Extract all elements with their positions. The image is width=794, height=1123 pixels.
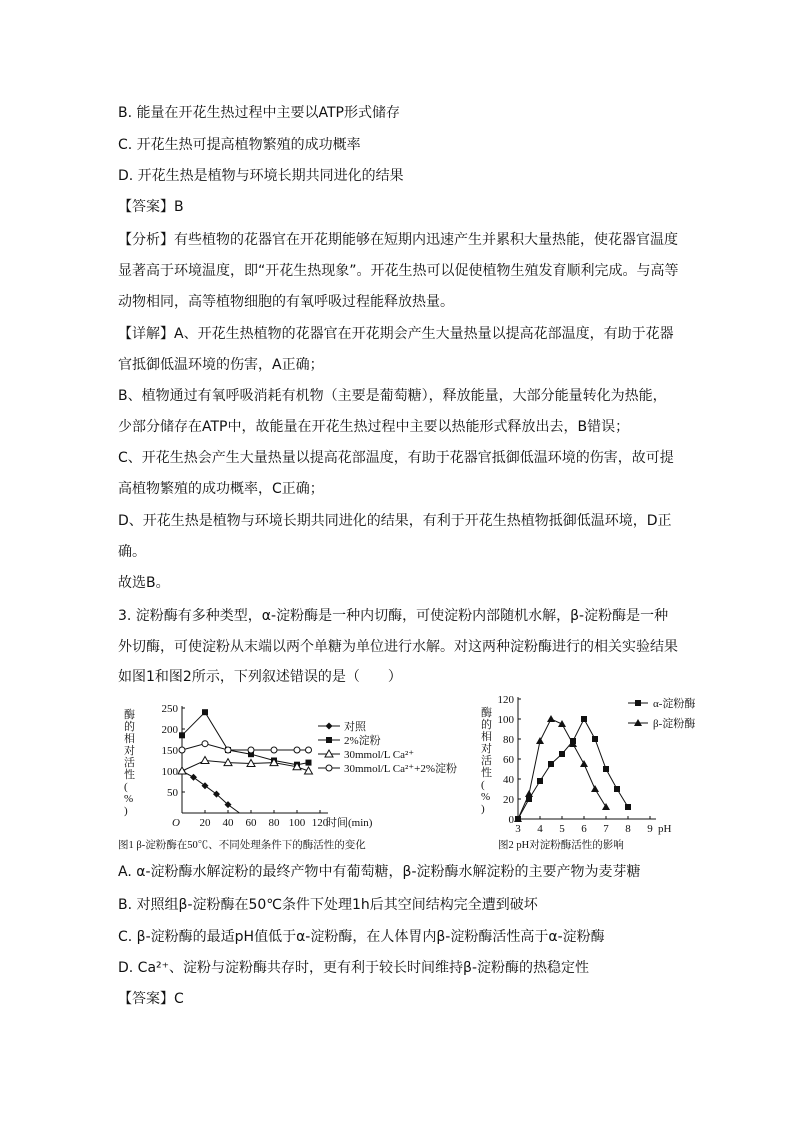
- text-line: 少部分储存在ATP中，故能量在开花生热过程中主要以热能形式释放出去，B错误；: [118, 419, 630, 435]
- option-b: B. 对照组β-淀粉酶在50℃条件下处理1h后其空间结构完全遭到破坏: [118, 897, 538, 913]
- data-point: [179, 732, 185, 738]
- y-tick-label: 100: [497, 714, 514, 726]
- figure-2-chart: [478, 688, 714, 858]
- data-point: [581, 716, 587, 722]
- y-tick-label: 40: [503, 774, 514, 786]
- y-label-char: 相: [124, 733, 135, 745]
- series-0: [515, 716, 631, 822]
- legend-marker: [326, 765, 332, 771]
- x-tick-label: 9: [647, 823, 653, 835]
- data-point: [592, 736, 598, 742]
- text-line: D、开花生热是植物与环境长期共同进化的结果，有利于开花生热植物抵御低温环境，D正: [118, 513, 672, 529]
- text-line: 【分析】有些植物的花器官在开花期能够在短期内迅速产生并累积大量热能，使花器官温度: [118, 232, 678, 248]
- x-tick-label: 80: [268, 817, 280, 829]
- chart-title: 图1 β-淀粉酶在50℃、不同处理条件下的酶活性的变化: [118, 840, 366, 851]
- data-point: [603, 766, 609, 772]
- series-line: [182, 712, 309, 765]
- text-line: B、植物通过有氧呼吸消耗有机物（主要是葡萄糖），释放能量，大部分能量转化为热能，: [118, 388, 667, 404]
- data-point: [580, 760, 588, 767]
- legend-marker: [326, 723, 333, 730]
- y-tick-label: 100: [161, 766, 178, 778]
- x-tick-label: 5: [559, 823, 565, 835]
- text-line: 显著高于环境温度，即“开花生热现象”。开花生热可以促使植物生殖发育顺利完成。与高等: [118, 263, 679, 279]
- text-line: C. 开花生热可提高植物繁殖的成功概率: [118, 137, 361, 153]
- y-tick-label: 250: [161, 703, 178, 715]
- text-line: 3. 淀粉酶有多种类型，α-淀粉酶是一种内切酶，可使淀粉内部随机水解，β-淀粉酶是一种: [118, 608, 669, 624]
- y-label-char: 性: [124, 769, 135, 781]
- legend-marker: [326, 737, 332, 743]
- x-tick-label: 7: [603, 823, 609, 835]
- data-point: [547, 715, 555, 722]
- series-0: [179, 768, 240, 814]
- text-line: 官抵御低温环境的伤害，A正确；: [118, 357, 324, 373]
- series-2: [178, 757, 313, 775]
- legend-label: 30mmol/L Ca²⁺: [344, 749, 415, 761]
- legend: [628, 696, 695, 730]
- y-label-char: 对: [481, 743, 492, 755]
- y-label-char: 的: [124, 721, 135, 733]
- data-point: [558, 720, 566, 727]
- y-label-char: 相: [481, 731, 492, 743]
- x-tick-label: 20: [199, 817, 211, 829]
- data-point: [271, 747, 277, 753]
- x-tick-label: 4: [537, 823, 543, 835]
- y-tick-label: 50: [167, 787, 178, 799]
- data-point: [614, 786, 620, 792]
- text-line: 如图1和图2所示，下列叙述错误的是（ ）: [118, 669, 402, 685]
- text-line: 故选B。: [118, 575, 170, 591]
- data-point: [202, 782, 209, 789]
- series-line: [182, 744, 309, 750]
- option-c: C. β-淀粉酶的最适pH值低于α-淀粉酶，在人体胃内β-淀粉酶活性高于α-淀粉酶: [118, 929, 605, 945]
- y-tick-label: 20: [503, 794, 514, 806]
- y-label-char: (: [481, 779, 485, 791]
- x-tick-label: 120: [311, 817, 329, 829]
- legend-label: β-淀粉酶: [653, 718, 696, 730]
- text-line: 【答案】B: [118, 199, 184, 215]
- legend: [318, 719, 457, 775]
- data-point: [306, 760, 312, 766]
- series-1: [179, 709, 312, 768]
- legend-label: 2%淀粉: [344, 735, 381, 747]
- y-label-char: ): [481, 803, 485, 815]
- y-tick-label: 80: [503, 734, 514, 746]
- y-label-char: (: [124, 781, 128, 793]
- x-tick-label: 40: [222, 817, 234, 829]
- data-point: [548, 761, 554, 767]
- data-point: [294, 747, 300, 753]
- y-tick-label: 120: [497, 694, 514, 706]
- legend-label: α-淀粉酶: [653, 698, 696, 710]
- data-point: [190, 774, 197, 781]
- text-line: 【详解】A、开花生热植物的花器官在开花期会产生大量热量以提高花部温度，有助于花器: [118, 326, 674, 342]
- y-label-char: 酶: [124, 709, 135, 721]
- data-point: [202, 709, 208, 715]
- x-tick-label: 100: [288, 817, 306, 829]
- option-d: D. Ca²⁺、淀粉与淀粉酶共存时，更有利于较长时间维持β-淀粉酶的热稳定性: [118, 960, 590, 976]
- text-line: 动物相同，高等植物细胞的有氧呼吸过程能释放热量。: [118, 294, 454, 310]
- legend-label: 30mmol/L Ca²⁺+2%淀粉: [344, 763, 457, 775]
- origin-label: O: [172, 817, 180, 829]
- x-tick-label: 3: [515, 823, 521, 835]
- figure-1-chart: [118, 688, 470, 858]
- legend-label: 对照: [344, 721, 366, 733]
- y-label-char: 活: [481, 755, 492, 767]
- x-axis-label: 时间(min): [326, 817, 373, 829]
- chart-title: 图2 pH对淀粉酶活性的影响: [498, 840, 624, 851]
- text-line: C、开花生热会产生大量热量以提高花部温度，有助于花器官抵御低温环境的伤害，故可提: [118, 450, 674, 466]
- data-point: [536, 737, 544, 744]
- series-1: [514, 715, 610, 822]
- data-point: [625, 804, 631, 810]
- y-label-char: 对: [124, 745, 135, 757]
- y-label-char: %: [124, 793, 134, 805]
- data-point: [179, 747, 185, 753]
- y-tick-label: 200: [161, 724, 178, 736]
- x-tick-label: 6: [581, 823, 587, 835]
- option-a: A. α-淀粉酶水解淀粉的最终产物中有葡萄糖，β-淀粉酶水解淀粉的主要产物为麦芽糖: [118, 864, 641, 880]
- data-point: [591, 785, 599, 792]
- answer-label: 【答案】C: [118, 991, 184, 1007]
- text-line: B. 能量在开花生热过程中主要以ATP形式储存: [118, 105, 400, 121]
- y-label-char: ): [124, 805, 128, 817]
- series-3: [179, 741, 312, 753]
- y-axis-label: [481, 705, 492, 815]
- y-label-char: 的: [481, 719, 492, 731]
- data-point: [306, 747, 312, 753]
- x-tick-label: 8: [625, 823, 631, 835]
- y-label-char: %: [481, 791, 491, 803]
- x-axis-label: pH: [658, 823, 672, 835]
- x-tick-label: 60: [245, 817, 257, 829]
- y-tick-label: 150: [161, 745, 178, 757]
- data-point: [602, 803, 610, 810]
- data-point: [537, 778, 543, 784]
- text-line: 高植物繁殖的成功概率，C正确；: [118, 481, 324, 497]
- series-line: [182, 761, 309, 772]
- text-line: D. 开花生热是植物与环境长期共同进化的结果: [118, 168, 404, 184]
- text-line: 确。: [118, 544, 146, 560]
- data-point: [559, 751, 565, 757]
- data-point: [202, 741, 208, 747]
- y-axis-label: [124, 707, 135, 817]
- y-label-char: 活: [124, 757, 135, 769]
- y-tick-label: 0: [508, 814, 514, 826]
- y-tick-label: 60: [503, 754, 514, 766]
- y-label-char: 酶: [481, 707, 492, 719]
- data-point: [225, 747, 231, 753]
- data-point: [248, 747, 254, 753]
- y-label-char: 性: [481, 767, 492, 779]
- text-line: 外切酶，可使淀粉从末端以两个单糖为单位进行水解。对这两种淀粉酶进行的相关实验结果: [118, 639, 678, 655]
- data-point: [201, 757, 209, 764]
- legend-marker: [635, 700, 641, 706]
